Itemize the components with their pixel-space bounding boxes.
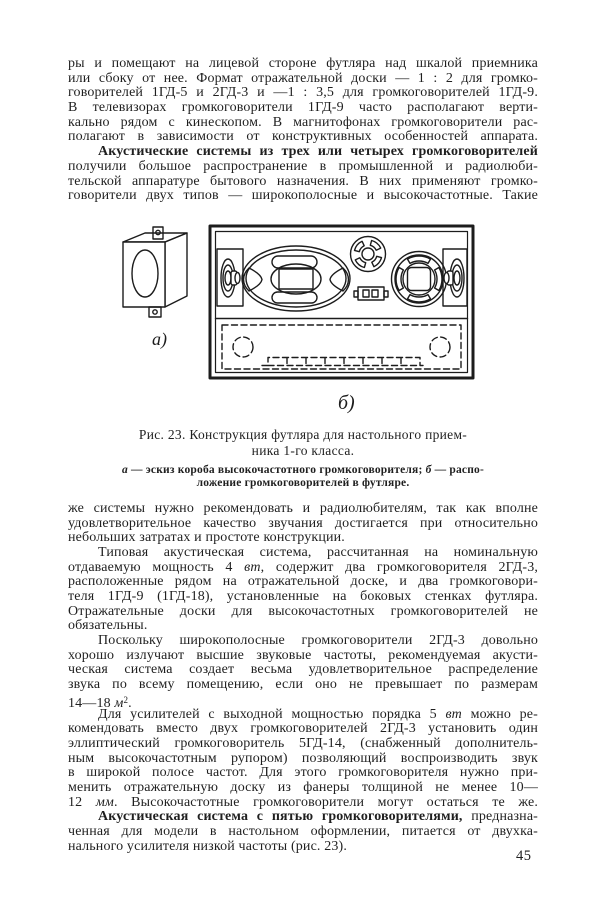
text-segment: Для усилителей с выходной мощностью порядка 5 xyxy=(98,706,446,722)
figure-part-label-b: б) xyxy=(338,391,355,414)
pushbutton-row-outline xyxy=(262,357,426,365)
text-segment: вт xyxy=(244,559,261,575)
text-segment: полагают в зависимости от конструктивных особенностей аппарата. xyxy=(68,129,538,145)
paragraph xyxy=(68,145,538,204)
text-segment: отдаваемую мощность 4 xyxy=(68,559,245,575)
text-line xyxy=(68,737,538,752)
text-segment: нального усилителя низкой частоты (рис. 23). xyxy=(68,838,347,854)
text-segment: . xyxy=(128,695,132,711)
text-line xyxy=(68,634,538,649)
text-line xyxy=(68,57,538,72)
text-line xyxy=(68,825,538,840)
text-segment: мм xyxy=(95,794,114,810)
text-segment: ным высокочастотным рупором) позволяющий воспроизводить звук xyxy=(68,750,538,766)
text-segment: — эскиз короба высокочастотного громкоговорителя; xyxy=(127,463,426,476)
text-line xyxy=(68,752,538,767)
text-segment: говорители двух типов — широкополосные и высокочастотные. Такие xyxy=(68,188,538,204)
text-line xyxy=(68,796,538,811)
text-segment: 14—18 xyxy=(68,695,115,711)
paragraph xyxy=(68,502,538,546)
text-segment: м xyxy=(114,695,124,711)
paragraph xyxy=(68,810,538,854)
front-panel-drawing xyxy=(210,226,473,414)
text-line xyxy=(68,502,538,517)
text-segment: Акустическая система с пятью громкоговорителями, xyxy=(98,809,463,825)
terminal-strip xyxy=(354,287,388,300)
text-line xyxy=(68,693,538,711)
text-segment: 12 xyxy=(68,794,96,810)
text-segment: в широкой полосе частот. Для этого громкоговорителя нужно при- xyxy=(68,765,538,781)
figure-part-label-a: а) xyxy=(152,328,167,349)
figure-caption xyxy=(68,427,538,459)
text-line xyxy=(68,145,538,160)
figure xyxy=(68,221,540,417)
text-line xyxy=(68,766,538,781)
figure-caption-line: ника 1-го класса. xyxy=(251,442,355,458)
text-segment: менить отражательную доску из фанеры толщиной не менее 10— xyxy=(68,779,538,795)
paragraph xyxy=(68,708,538,811)
text-line xyxy=(68,663,538,678)
text-segment: ченная для модели в настольном оформлении, питается от двухка- xyxy=(68,824,538,839)
text-line xyxy=(68,130,538,145)
dial-lamp-left xyxy=(233,337,253,357)
text-line xyxy=(68,590,538,605)
text-line xyxy=(68,116,538,131)
text-segment: получили большое распространение в промышленной и радиолюби- xyxy=(68,158,538,174)
text-segment: Отражательные доски для высокочастотных громкоговорителей не xyxy=(68,603,538,619)
text-segment: б xyxy=(425,463,432,476)
text-line xyxy=(68,101,538,116)
figure-legend-line xyxy=(68,464,538,478)
text-segment: же системы нужно рекомендовать и радиолюбителям, так как вполне xyxy=(68,500,538,516)
text-line xyxy=(68,708,538,723)
text-segment: ры и помещают на лицевой стороне футляра над шкалой приемника xyxy=(68,56,538,71)
side-speaker-left xyxy=(217,249,243,306)
text-segment: а xyxy=(121,463,128,476)
text-line xyxy=(68,605,538,620)
body-text-bottom xyxy=(68,502,538,855)
round-speaker-right xyxy=(392,251,447,306)
side-speaker-right xyxy=(443,249,467,306)
paragraph xyxy=(68,546,538,634)
text-segment: эллиптический громкоговоритель 5ГД-14, (снабженный дополнитель- xyxy=(68,735,538,751)
figure-caption-line: Рис. 23. Конструкция футляра для настольного прием- xyxy=(138,426,468,442)
text-segment: В телевизорах громкоговорители 1ГД-9 часто располагают верти- xyxy=(68,100,538,116)
text-line xyxy=(68,561,538,576)
text-line xyxy=(68,72,538,87)
text-segment: можно ре- xyxy=(461,706,538,722)
text-segment: предназна- xyxy=(462,809,538,825)
text-segment: обязательны. xyxy=(68,618,148,634)
text-line xyxy=(68,546,538,561)
box-top-face xyxy=(123,233,187,242)
elliptical-speaker xyxy=(242,246,350,311)
text-segment: ческая система создает весьма удовлетворительное распределение xyxy=(68,662,538,678)
text-line xyxy=(68,722,538,737)
text-segment: . Высокочастотные громкоговорители могут остаться те же. xyxy=(114,794,538,810)
text-segment: небольших затратах и простоте конструкции. xyxy=(68,530,345,546)
text-segment: ложение громкоговорителей в футляре. xyxy=(196,477,410,490)
text-line xyxy=(68,175,538,190)
text-line xyxy=(68,781,538,796)
dial-lamp-right xyxy=(430,337,450,357)
text-segment: Типовая акустическая система, рассчитанная на номинальную xyxy=(98,544,538,560)
text-segment: теля 1ГД-9 (1ГД-18), установленные на боковых стенках футляра. xyxy=(68,589,538,604)
text-segment: Акустические системы из трех или четырех громкоговорителей xyxy=(98,144,538,160)
text-line xyxy=(68,575,538,590)
page-content xyxy=(68,57,538,854)
text-line xyxy=(68,189,538,204)
mounting-tab-bottom-icon xyxy=(149,307,161,317)
text-line xyxy=(68,531,538,546)
figure-drawing xyxy=(68,221,540,417)
text-line xyxy=(68,678,538,693)
text-segment: говорителей 1ГД-5 и 2ГД-3 и —1 : 3,5 для громкоговорителей 1ГД-9. xyxy=(68,85,538,101)
dial-scale-outline xyxy=(222,325,461,369)
speaker-center-square xyxy=(408,267,431,290)
text-segment: тельской аппаратуре бытового назначения. В них применяют громко- xyxy=(68,173,538,189)
speaker-center-rect xyxy=(279,269,313,289)
text-segment: расположенные рядом на отражательной доске, и два громкоговори- xyxy=(68,574,538,590)
text-segment: , содержит два громкоговорителя 2ГД-3, xyxy=(260,559,538,575)
panel-inner-border xyxy=(216,231,468,372)
text-segment: кально рядом с кинескопом. В магнитофонах громкоговорители рас- xyxy=(68,114,538,130)
box-side-face xyxy=(165,233,187,307)
text-line xyxy=(68,840,538,855)
text-line xyxy=(68,86,538,101)
text-segment: — распо- xyxy=(431,463,485,476)
text-line xyxy=(68,517,538,532)
text-line xyxy=(68,619,538,634)
text-line xyxy=(68,810,538,825)
tweeter-circle xyxy=(351,236,386,271)
text-line xyxy=(68,160,538,175)
text-segment: или сбоку от нее. Формат отражательной доски — 1 : 2 для громко- xyxy=(68,70,538,86)
text-segment: хорошо излучают высшие звуковые частоты, рекомендуемая акусти- xyxy=(68,647,538,663)
text-segment: комендовать вместо двух громкоговорителей 2ГД-3 установить один xyxy=(68,721,538,737)
page-number: 45 xyxy=(516,848,532,864)
text-segment: Поскольку широкополосные громкоговорители 2ГД-3 довольно xyxy=(98,633,538,649)
figure-legend-line xyxy=(68,477,538,491)
paragraph xyxy=(68,633,538,711)
figure-legend xyxy=(68,464,538,491)
speaker-box-sketch xyxy=(123,227,187,350)
text-segment: звука по всему помещению, если оно не превышает по размерам xyxy=(68,677,538,693)
text-segment: вт xyxy=(445,706,462,722)
text-segment: удовлетворительное качество звучания достигается при относительно xyxy=(68,515,538,531)
body-text-top xyxy=(68,57,538,204)
paragraph xyxy=(68,57,538,145)
text-segment: 2 xyxy=(123,694,129,705)
text-line xyxy=(68,649,538,664)
